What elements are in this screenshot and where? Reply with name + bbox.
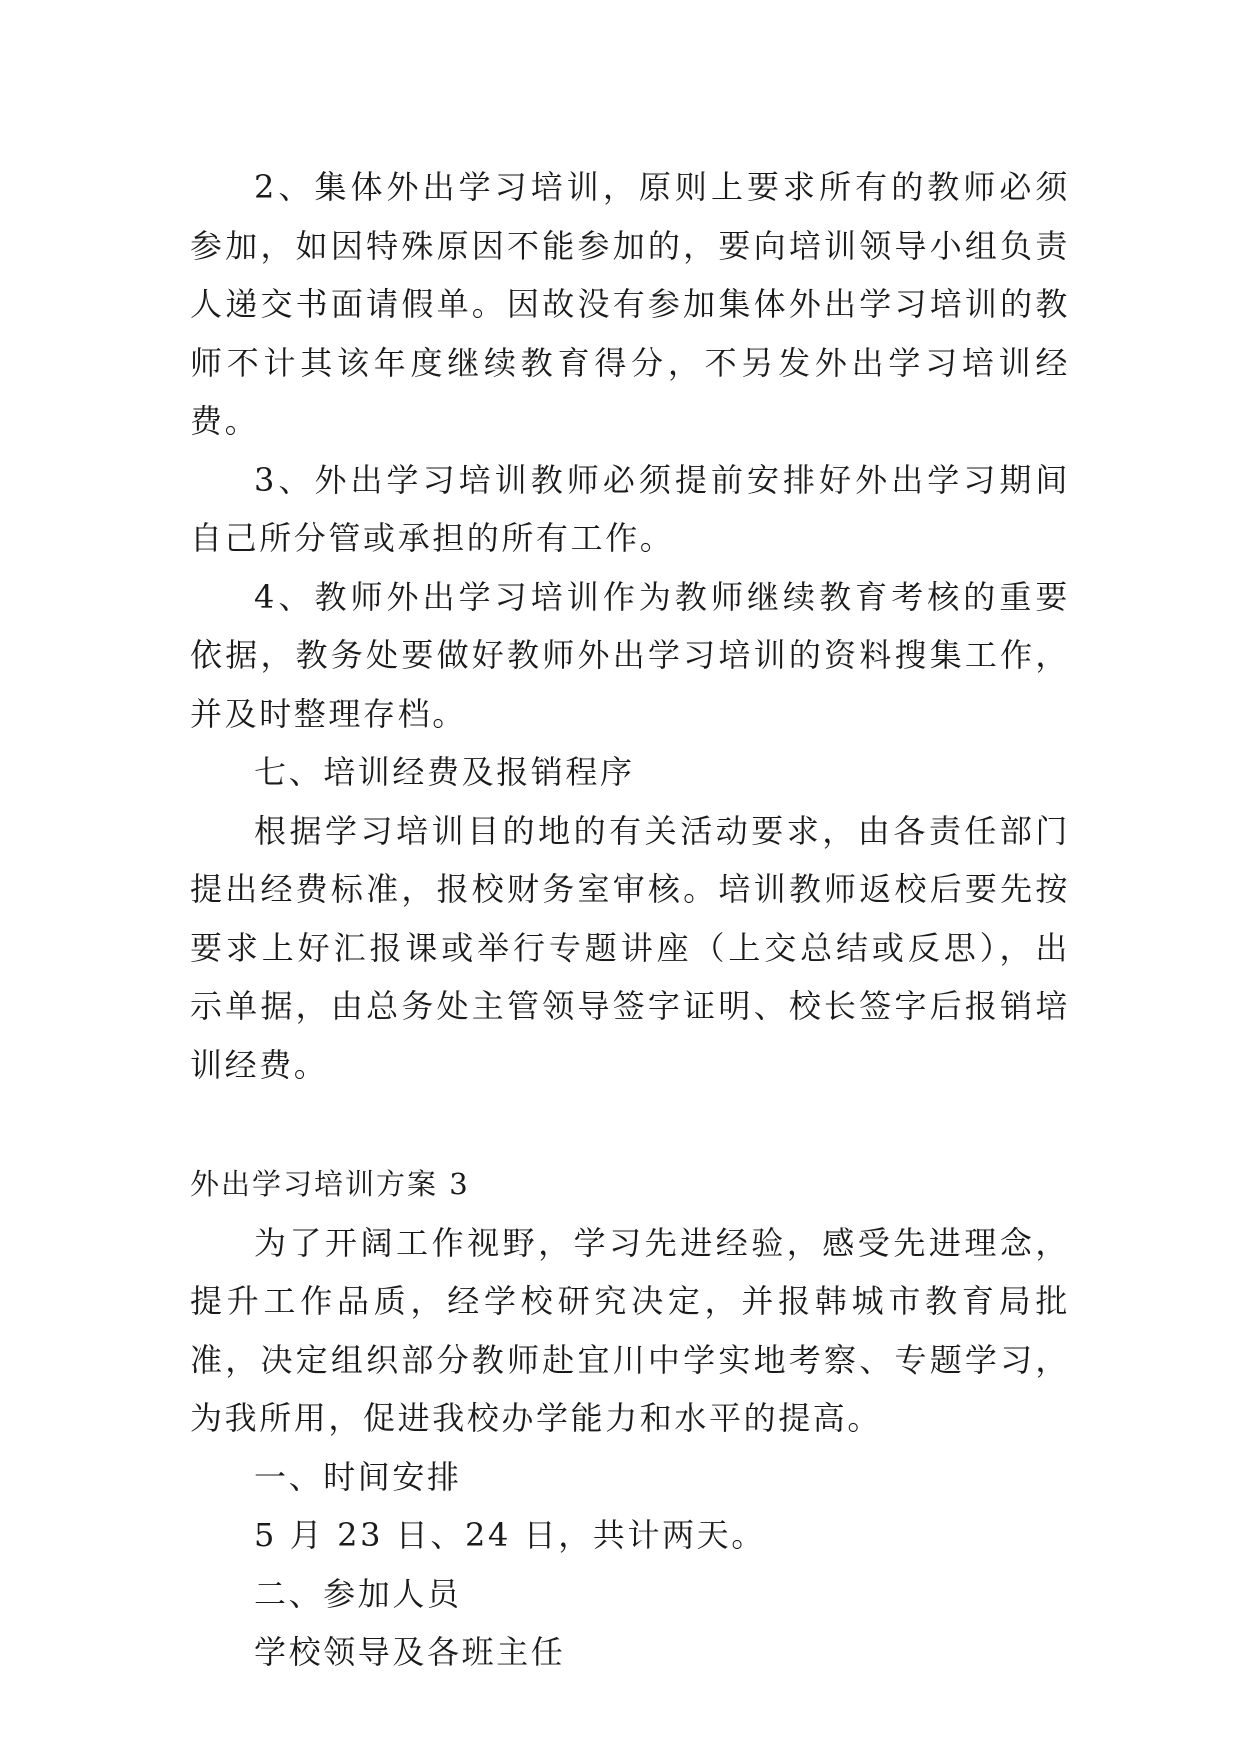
heading-participants: 二、参加人员 [254,1574,462,1613]
heading-training-funds: 七、培训经费及报销程序 [254,753,635,791]
paragraph-training-funds: 根据学习培训目的地的有关活动要求，由各责任部门提出经费标准，报校财务室审核。培训教师返校后要先按要求上好汇报课或举行专题讲座（上交总结或反思），出示单据，由总务处主管领导签字证明、校长签字后报销培训经费。 [190,811,1070,1084]
participants-text: 学校领导及各班主任 [254,1633,566,1671]
intro-paragraph: 为了开阔工作视野，学习先进经验，感受先进理念，提升工作品质，经学校研究决定，并报韩城市教育局批准，决定组织部分教师赴宜川中学实地考察、专题学习，为我所用，促进我校办学能力和水平的提高。 [190,1223,1070,1437]
section-title: 外出学习培训方案 3 [190,1167,470,1201]
paragraph-item-2: 2、集体外出学习培训，原则上要求所有的教师必须参加，如因特殊原因不能参加的，要向培训领导小组负责人递交书面请假单。因故没有参加集体外出学习培训的教师不计其该年度继续教育得分，不另发外出学习培训经费。 [190,168,1070,440]
heading-time-schedule: 一、时间安排 [254,1457,462,1496]
document-body [190,158,1070,1682]
paragraph-item-3: 3、外出学习培训教师必须提前安排好外出学习期间自己所分管或承担的所有工作。 [190,460,1070,557]
paragraph-item-4: 4、教师外出学习培训作为教师继续教育考核的重要依据，教务处要做好教师外出学习培训的资料搜集工作，并及时整理存档。 [190,577,1070,733]
time-schedule-text: 5 月 23 日、24 日，共计两天。 [254,1516,766,1554]
